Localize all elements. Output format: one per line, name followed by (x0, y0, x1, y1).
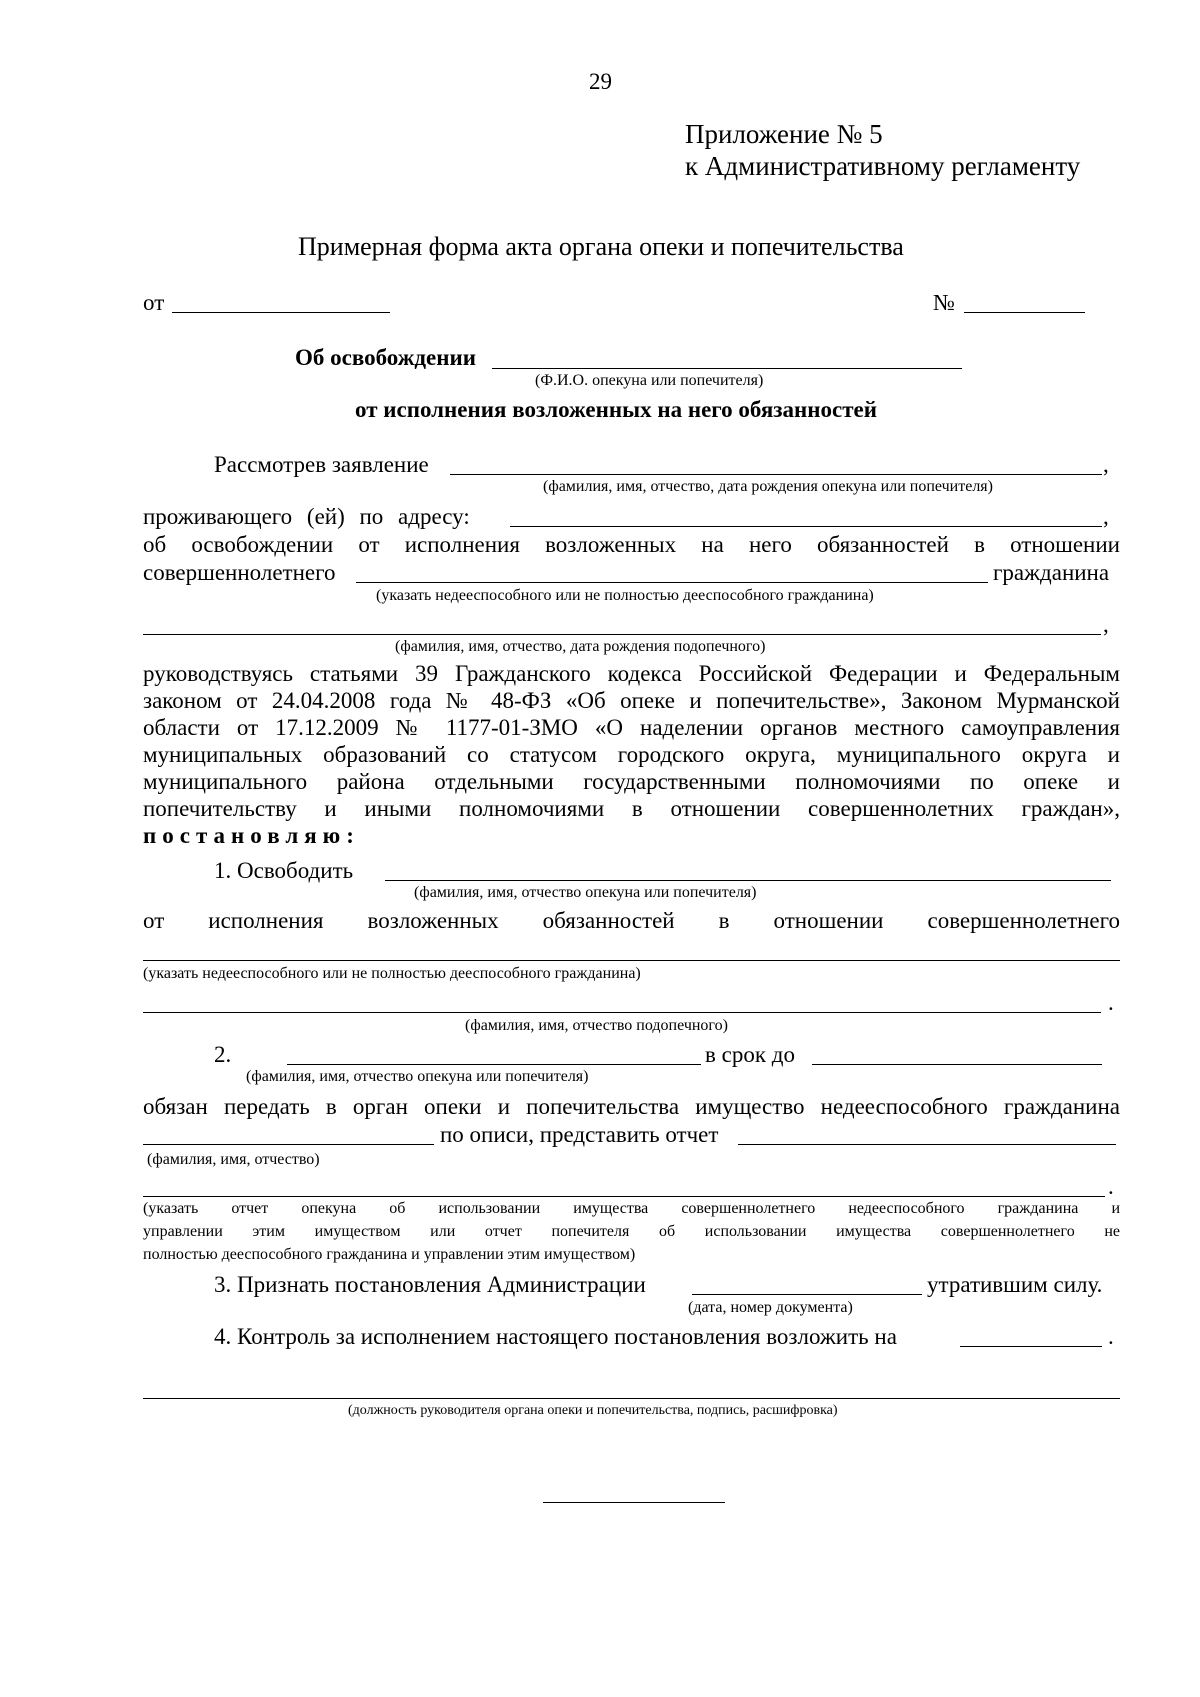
hint-guardian-fio: (Ф.И.О. опекуна или попечителя) (535, 372, 764, 389)
item-2-obliged: обязан передать в орган опеки и попечительства имущество недееспособного гражданина (143, 1094, 1120, 1119)
comma-2: , (1103, 504, 1109, 529)
item-3-document-blank[interactable] (692, 1294, 922, 1295)
applicant-blank[interactable] (450, 474, 1102, 475)
item-2-inventory: по описи, представить отчет (440, 1122, 719, 1147)
signature-blank[interactable] (143, 1398, 1120, 1399)
hint-incapable-2: (указать недееспособного или не полностью дееспособного гражданина) (143, 965, 641, 982)
hint-incapable: (указать недееспособного или не полностью дееспособного гражданина) (376, 587, 874, 604)
item-2-report-detail-blank[interactable] (143, 1196, 1105, 1197)
release-request-line: об освобождении от исполнения возложенных на него обязанностей в отношении (143, 532, 1120, 557)
decree-word: постановляю: (143, 823, 360, 848)
legal-basis-line: муниципального района отдельными государственными полномочиями по опеке и (143, 769, 1120, 794)
item-2-deadline-blank[interactable] (812, 1064, 1102, 1065)
item-4-responsible-blank[interactable] (960, 1346, 1102, 1347)
hint-guardian-name: (фамилия, имя, отчество опекуна или попечителя) (414, 884, 757, 901)
item-2-report-blank[interactable] (738, 1144, 1116, 1145)
hint-signature: (должность руководителя органа опеки и попечительства, подпись, расшифровка) (348, 1403, 838, 1418)
from-label: от (143, 290, 165, 315)
address-blank[interactable] (510, 526, 1102, 527)
number-blank[interactable] (964, 312, 1085, 313)
end-separator (543, 1502, 725, 1503)
item-2-number: 2. (214, 1042, 232, 1067)
item-2-fio-blank[interactable] (143, 1144, 434, 1145)
subject-line-2: от исполнения возложенных на него обязанностей (355, 397, 878, 422)
document-title: Примерная форма акта органа опеки и попечительства (298, 232, 904, 261)
appendix-line-2: к Административному регламенту (685, 151, 1081, 181)
guardian-name-blank[interactable] (492, 368, 962, 369)
period-1: . (1108, 990, 1114, 1015)
item-1-continuation: от исполнения возложенных обязанностей в отношении совершеннолетнего (143, 908, 1120, 933)
incapable-citizen-blank[interactable] (356, 582, 988, 583)
hint-ward: (фамилия, имя, отчество, дата рождения подопечного) (395, 638, 766, 655)
period-2: . (1108, 1174, 1114, 1199)
page-number: 29 (589, 69, 612, 94)
number-label: № (933, 290, 955, 315)
item-1-ward-blank[interactable] (143, 1012, 1101, 1013)
hint-fio: (фамилия, имя, отчество) (147, 1151, 320, 1168)
item-1-incapable-blank[interactable] (143, 960, 1120, 961)
hint-guardian-name-2: (фамилия, имя, отчество опекуна или попечителя) (246, 1068, 589, 1085)
date-blank[interactable] (172, 312, 390, 313)
legal-basis-line: области от 17.12.2009 № 1177-01-ЗМО «О наделении органов местного самоуправления (143, 715, 1120, 740)
item-4-label: 4. Контроль за исполнением настоящего постановления возложить на (214, 1324, 897, 1349)
adult-label: совершеннолетнего (143, 560, 336, 585)
item-3-label: 3. Признать постановления Администрации (214, 1272, 646, 1297)
hint-report-line: управлении этим имуществом или отчет попечителя об использовании имущества совершеннолетнего не (143, 1223, 1120, 1240)
item-1-guardian-blank[interactable] (385, 880, 1111, 881)
comma-1: , (1103, 452, 1109, 477)
citizen-label: гражданина (993, 560, 1110, 585)
item-2-guardian-blank[interactable] (287, 1064, 701, 1065)
legal-basis-line: законом от 24.04.2008 года № 48-ФЗ «Об опеке и попечительстве», Законом Мурманской (143, 688, 1120, 713)
comma-3: , (1103, 612, 1109, 637)
item-1-label: 1. Освободить (214, 858, 354, 883)
legal-basis-line: руководствуясь статьями 39 Гражданского кодекса Российской Федерации и Федеральным (143, 661, 1120, 686)
residing-label: проживающего (ей) по адресу: (143, 504, 470, 529)
hint-ward-name: (фамилия, имя, отчество подопечного) (465, 1017, 728, 1034)
appendix-line-1: Приложение № 5 (685, 119, 883, 149)
legal-basis-line: муниципальных образований со статусом городского округа, муниципального округа и (143, 742, 1120, 767)
hint-report-line: (указать отчет опекуна об использовании имущества совершеннолетнего недееспособного гражданина и (143, 1200, 1120, 1217)
hint-document: (дата, номер документа) (688, 1299, 853, 1316)
item-2-deadline-label: в срок до (705, 1042, 795, 1067)
hint-applicant: (фамилия, имя, отчество, дата рождения опекуна или попечителя) (543, 478, 993, 495)
subject-line-1: Об освобождении (295, 345, 477, 370)
item-3-tail: утратившим силу. (927, 1272, 1103, 1297)
ward-blank[interactable] (143, 634, 1101, 635)
legal-basis-line: попечительству и иными полномочиями в отношении совершеннолетних граждан», (143, 796, 1120, 821)
considered-label: Рассмотрев заявление (214, 452, 429, 477)
period-3: . (1108, 1324, 1114, 1349)
hint-report-line: полностью дееспособного гражданина и управлении этим имуществом) (143, 1246, 636, 1263)
